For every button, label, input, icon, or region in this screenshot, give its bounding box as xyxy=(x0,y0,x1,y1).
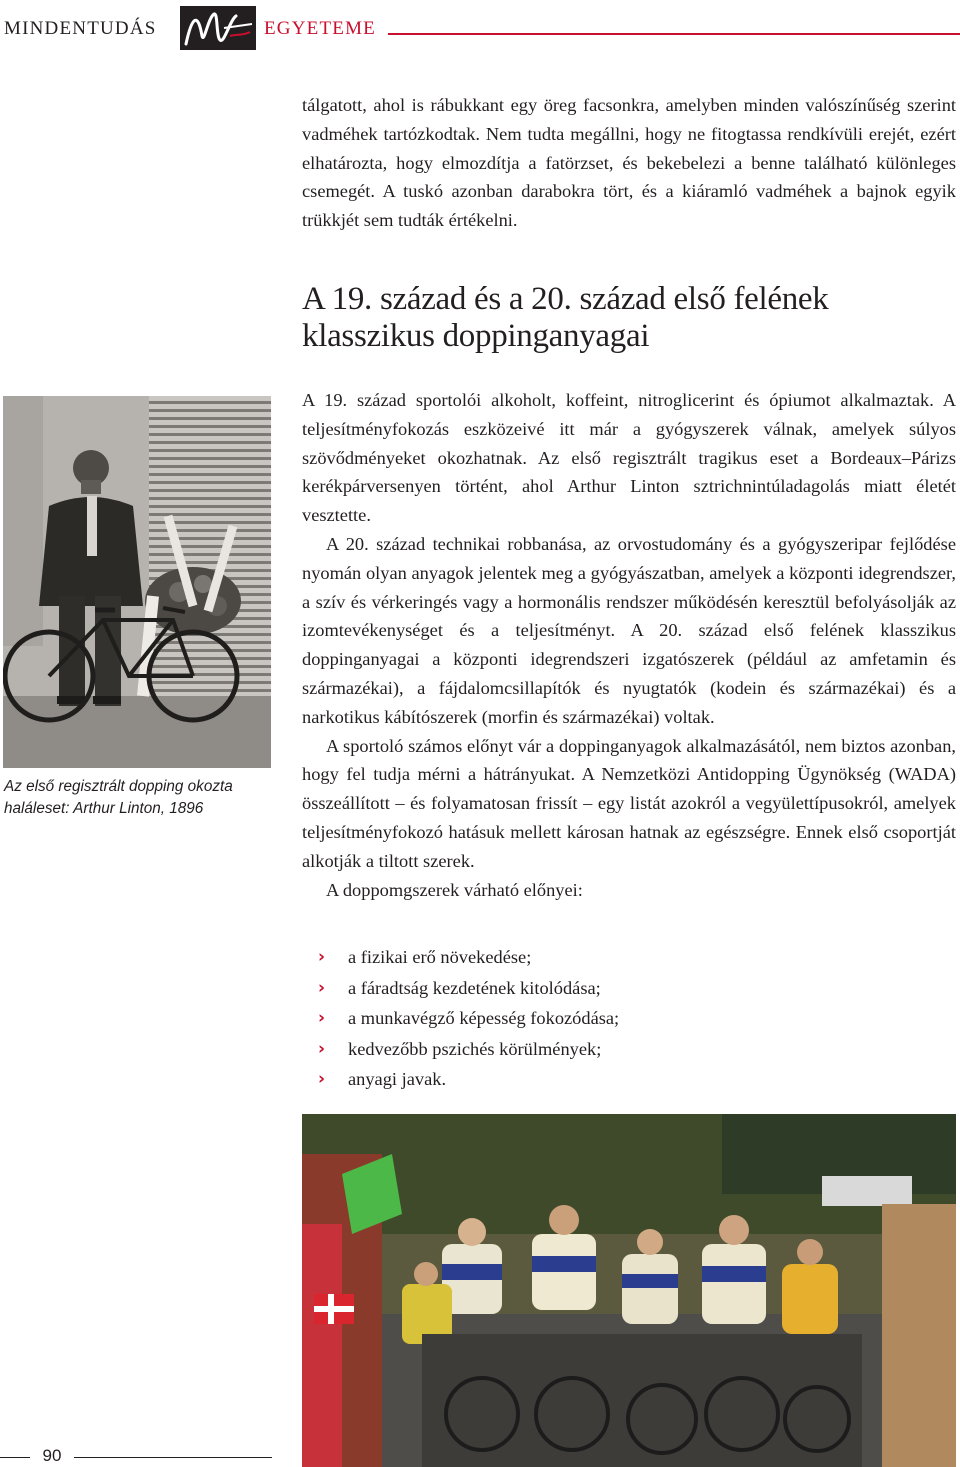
body-paragraph: A 20. század technikai robbanása, az orvostudomány és a gyógyszeripar fejlődése nyomán olyan anyagok jelentek meg a gyógyászatban, amelyek a központi idegrendszer, a szív és vérkeringés vagy a hormonális rendszer működésén keresztül befolyásolják az izomtevékenységet és a teljesítményt. A 20. század első felének klasszikus doppinganyagai a központi idegrendszeri izgatószerek (például az amfetamin és származékai), a fájdalomcsillapítók és nyugtatók (kodein és származékai) és a narkotikus kábítószerek (morfin és származékai) voltak. xyxy=(302,533,956,727)
advantages-list xyxy=(302,942,956,1095)
signature-logo-icon xyxy=(180,6,256,50)
body-paragraph: A sportoló számos előnyt vár a doppinganyagok alkalmazásától, nem biztos azonban, hogy fel tudja mérni a hátrányukat. A Nemzetközi Antidopping Ügynökség (WADA) összeállított – és folyamatosan frissít – egy listát azokról a vegyülettípusokról, amelyek teljesítményfokozó hatásuk mellett károsan hatnak az egészségre. Ennek első csoportját alkotják a tiltott szerek. xyxy=(302,735,956,871)
chevron-right-icon: › xyxy=(318,977,326,998)
cycling-race-photo xyxy=(302,1114,956,1467)
body-paragraph: A 19. század sportolói alkoholt, koffeint, nitroglicerint és ópiumot alkalmaztak. A teljesítményfokozás eszközeivé itt már a gyógyszerek válnak, amelyek súlyos szövődményeket okozhatnak. Az első regisztrált tragikus eset a Bordeaux–Párizs kerékpárversenyen történt, ahol Arthur Linton sztrichnintúladagolás miatt életét vesztette. xyxy=(302,390,956,526)
list-item: › a fáradtság kezdetének kitolódása; xyxy=(302,973,956,1004)
list-item: › a fizikai erő növekedése; xyxy=(302,942,956,973)
body-paragraph: A doppomgszerek várható előnyei: xyxy=(326,879,583,900)
section-title: A 19. század és a 20. század első felének klasszikus doppinganyagai xyxy=(302,281,829,354)
list-item: › kedvezőbb pszichés körülmények; xyxy=(302,1034,956,1065)
list-item: › anyagi javak. xyxy=(302,1064,956,1095)
page-number: 90 xyxy=(42,1446,62,1465)
intro-paragraph: tálgatott, ahol is rábukkant egy öreg facsonkra, amelyben minden valószínűség szerint vadméhek tartózkodtak. Nem tudta megállni, hogy ne fitogtassa rendkívüli erejét, ezért elhatározta, hogy elmozdítja a fatörzset, és bekebelezi a benne található különleges csemegét. A tuskó azonban darabokra tört, és a kiáramló vadméhek a bajnok egyik trükkjét sem tudták értékelni. xyxy=(302,95,956,231)
list-item: › a munkavégző képesség fokozódása; xyxy=(302,1003,956,1034)
figure-caption: Az első regisztrált dopping okozta haláleset: Arthur Linton, 1896 xyxy=(4,778,233,817)
header-rule xyxy=(388,33,960,35)
chevron-right-icon: › xyxy=(318,1069,326,1090)
chevron-right-icon: › xyxy=(318,947,326,967)
arthur-linton-photo xyxy=(3,396,271,768)
header-series-name-accent: EGYETEME xyxy=(264,18,376,39)
chevron-right-icon: › xyxy=(318,1008,326,1029)
chevron-right-icon: › xyxy=(318,1038,326,1059)
header-series-name: MINDENTUDÁS xyxy=(4,18,157,39)
section-body xyxy=(302,386,956,904)
